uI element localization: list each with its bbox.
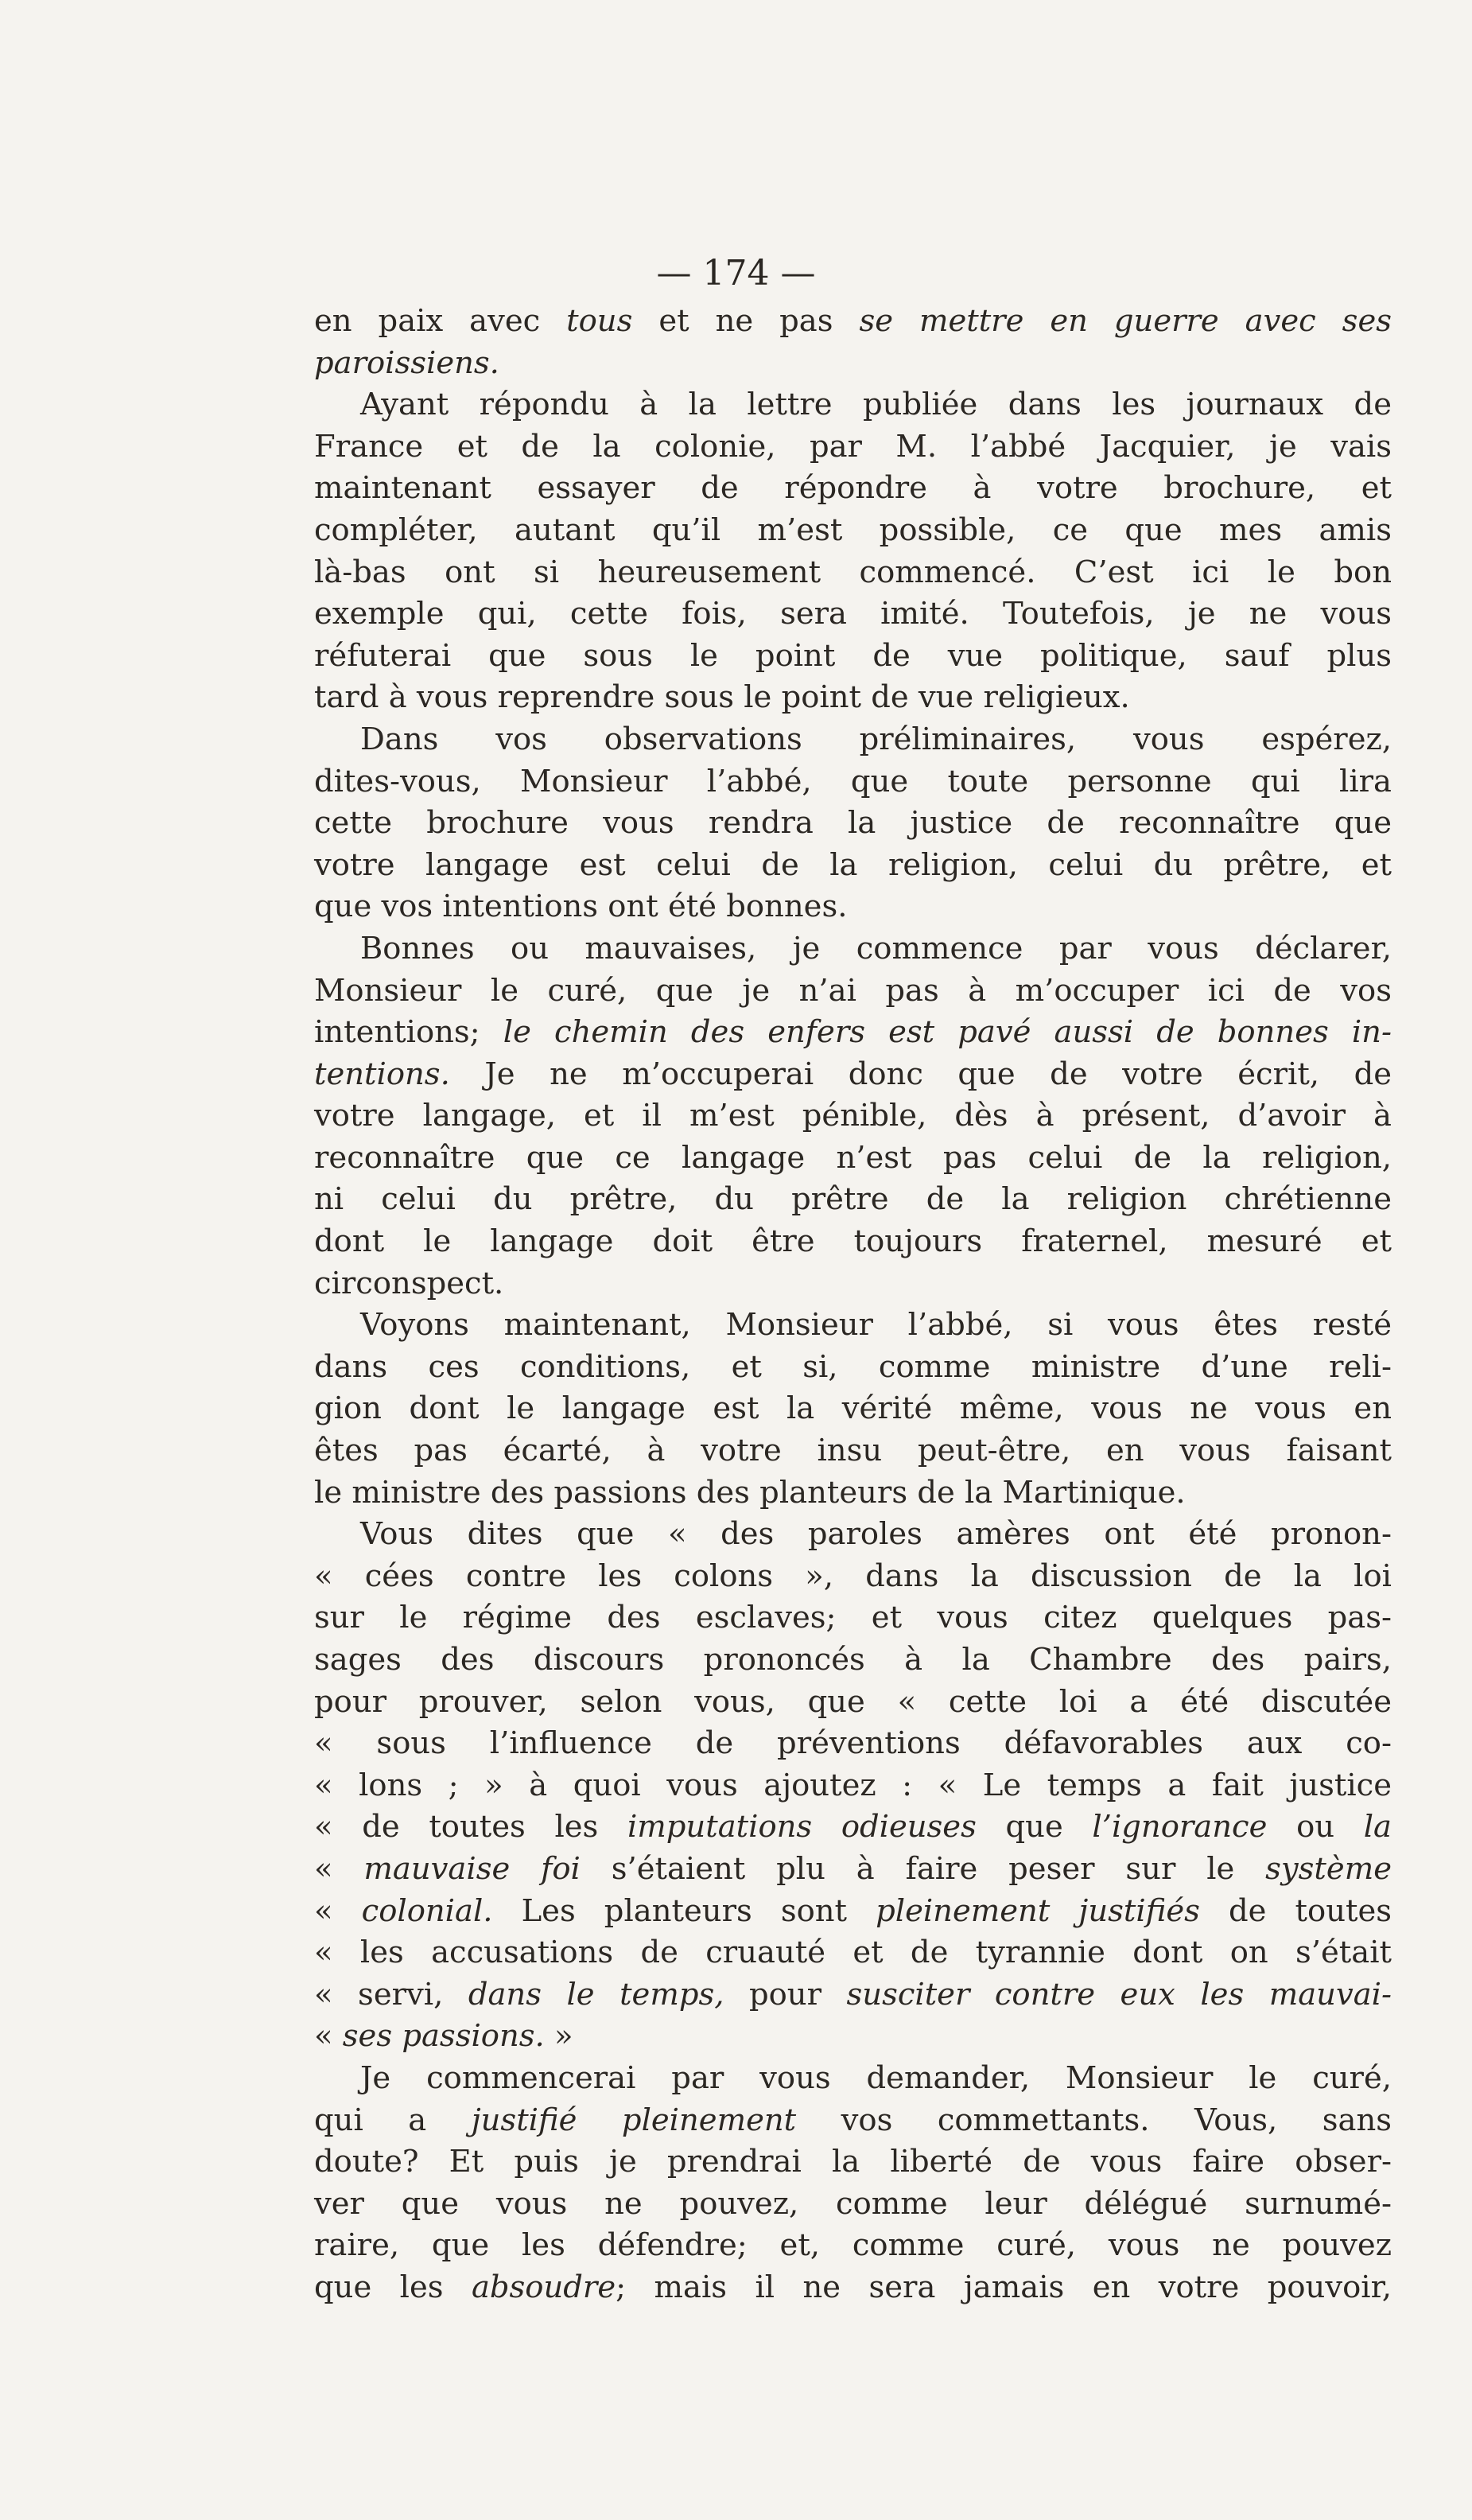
text-line xyxy=(314,2058,1392,2100)
text-line xyxy=(314,384,1392,426)
text-line xyxy=(314,343,1392,385)
text-run: Voyons maintenant, Monsieur l’abbé, si vous êtes resté xyxy=(360,1307,1392,1344)
italic-text: dans le temps, xyxy=(468,1976,724,2012)
text-run: Les planteurs sont xyxy=(492,1892,876,1929)
text-line xyxy=(314,886,1392,928)
text-line xyxy=(314,1682,1392,1724)
text-run: doute? Et puis je prendrai la liberté de vous faire obser- xyxy=(314,2144,1392,2180)
text-line xyxy=(314,1012,1392,1054)
text-line xyxy=(314,426,1392,469)
text-run: Je ne m’occuperai donc que de votre écrit, de xyxy=(449,1056,1392,1092)
text-run: votre langage, et il m’est pénible, dès à présent, d’avoir à xyxy=(314,1098,1392,1134)
text-run: « xyxy=(314,2018,343,2055)
text-line xyxy=(314,2016,1392,2058)
text-line xyxy=(314,1221,1392,1263)
text-line xyxy=(314,552,1392,594)
text-run: compléter, autant qu’il m’est possible, ce que mes amis xyxy=(314,511,1392,548)
text-line xyxy=(314,1472,1392,1515)
text-run: reconnaître que ce langage n’est pas celui de la religion, xyxy=(314,1139,1392,1176)
text-run: réfuterai que sous le point de vue politique, sauf plus xyxy=(314,637,1392,674)
italic-text: le chemin des enfers est pavé aussi de bonnes in- xyxy=(503,1014,1392,1051)
text-run: « servi, xyxy=(314,1976,468,2012)
text-run: ni celui du prêtre, du prêtre de la religion chrétienne xyxy=(314,1181,1392,1218)
text-run: « xyxy=(314,1892,362,1929)
italic-text: susciter contre eux les mauvai- xyxy=(846,1976,1392,2012)
text-line xyxy=(314,2267,1392,2309)
text-run: « sous l’influence de préventions défavorables aux co- xyxy=(314,1725,1392,1762)
text-line xyxy=(314,1430,1392,1472)
italic-text: justifié pleinement xyxy=(471,2102,797,2138)
italic-text: tous xyxy=(566,303,633,339)
text-run: Je commencerai par vous demander, Monsieur le curé, xyxy=(360,2059,1392,2096)
text-line xyxy=(314,468,1392,510)
text-line xyxy=(314,1305,1392,1347)
italic-text: l’ignorance xyxy=(1092,1809,1268,1845)
text-run: France et de la colonie, par M. l’abbé Jacquier, je vais xyxy=(314,428,1392,465)
text-line xyxy=(314,2141,1392,2184)
text-line xyxy=(314,970,1392,1013)
text-run: sages des discours prononcés à la Chambre des pairs, xyxy=(314,1642,1392,1678)
text-line xyxy=(314,1974,1392,2016)
text-line xyxy=(314,1263,1392,1305)
text-run: et ne pas xyxy=(632,303,860,339)
text-run: raire, que les défendre; et, comme curé, vous ne pouvez xyxy=(314,2227,1392,2264)
text-run: qui a xyxy=(314,2102,472,2138)
text-line xyxy=(314,1639,1392,1682)
text-run: « xyxy=(314,1850,364,1887)
text-run: pour xyxy=(724,1976,847,2012)
text-run: Bonnes ou mauvaises, je commence par vous déclarer, xyxy=(360,930,1392,966)
italic-text: se mettre en guerre avec ses xyxy=(859,303,1392,339)
text-run: cette brochure vous rendra la justice de reconnaître que xyxy=(314,805,1392,842)
text-run: que les xyxy=(314,2269,472,2305)
text-line xyxy=(314,301,1392,343)
text-line xyxy=(314,1095,1392,1138)
text-line xyxy=(314,1556,1392,1598)
text-run: ver que vous ne pouvez, comme leur délégué surnumé- xyxy=(314,2185,1392,2222)
text-run: Vous dites que « des paroles amères ont été pronon- xyxy=(360,1516,1392,1553)
text-line xyxy=(314,1806,1392,1849)
text-line xyxy=(314,2225,1392,2267)
text-run: « lons ; » à quoi vous ajoutez : « Le temps a fait justice xyxy=(314,1767,1392,1803)
text-run: le ministre des passions des planteurs de la Martinique. xyxy=(314,1474,1186,1511)
text-run: Monsieur le curé, que je n’ai pas à m’occuper ici de vos xyxy=(314,972,1392,1009)
text-run: sur le régime des esclaves; et vous citez quelques pas- xyxy=(314,1600,1392,1636)
text-run: » xyxy=(544,2018,573,2055)
text-line xyxy=(314,1514,1392,1556)
italic-text: la xyxy=(1363,1809,1392,1845)
italic-text: ses passions. xyxy=(342,2018,545,2055)
text-line xyxy=(314,1597,1392,1639)
text-run: « de toutes les xyxy=(314,1809,627,1845)
italic-text: pleinement justifiés xyxy=(876,1892,1200,1929)
text-run: dans ces conditions, et si, comme ministre d’une reli- xyxy=(314,1348,1392,1385)
text-line xyxy=(314,1138,1392,1180)
text-run: Dans vos observations préliminaires, vous espérez, xyxy=(360,721,1392,757)
italic-text: paroissiens. xyxy=(314,344,499,381)
italic-text: tentions. xyxy=(314,1056,450,1092)
text-line xyxy=(314,719,1392,761)
text-line xyxy=(314,2100,1392,2142)
text-line xyxy=(314,2184,1392,2226)
page-number: — 174 — xyxy=(656,253,816,294)
text-run: maintenant essayer de répondre à votre brochure, et xyxy=(314,470,1392,507)
text-line xyxy=(314,928,1392,970)
text-line xyxy=(314,1849,1392,1891)
text-line xyxy=(314,1179,1392,1221)
text-run: que xyxy=(976,1809,1093,1845)
text-line xyxy=(314,1891,1392,1933)
text-line xyxy=(314,1347,1392,1389)
text-run: Ayant répondu à la lettre publiée dans les journaux de xyxy=(360,387,1392,423)
text-line xyxy=(314,1932,1392,1974)
italic-text: colonial. xyxy=(361,1892,493,1929)
text-run: là-bas ont si heureusement commencé. C’est ici le bon xyxy=(314,554,1392,590)
text-run: vos commettants. Vous, sans xyxy=(796,2102,1392,2138)
text-line xyxy=(314,677,1392,719)
text-line xyxy=(314,803,1392,845)
text-run: pour prouver, selon vous, que « cette loi a été discutée xyxy=(314,1683,1392,1720)
text-run: de toutes xyxy=(1199,1892,1392,1929)
text-run: êtes pas écarté, à votre insu peut-être, en vous faisant xyxy=(314,1433,1392,1469)
text-line xyxy=(314,593,1392,636)
italic-text: absoudre xyxy=(471,2269,616,2305)
text-run: dont le langage doit être toujours fraternel, mesuré et xyxy=(314,1223,1392,1260)
text-run: gion dont le langage est la vérité même, vous ne vous en xyxy=(314,1390,1392,1427)
text-run: circonspect. xyxy=(314,1265,504,1301)
text-run: « les accusations de cruauté et de tyrannie dont on s’était xyxy=(314,1935,1392,1971)
text-run: votre langage est celui de la religion, celui du prêtre, et xyxy=(314,846,1392,883)
text-run: ou xyxy=(1267,1809,1364,1845)
text-line xyxy=(314,510,1392,552)
text-line xyxy=(314,845,1392,887)
text-run: ; mais il ne sera jamais en votre pouvoir, xyxy=(616,2269,1392,2305)
text-line xyxy=(314,1388,1392,1430)
italic-text: mauvaise foi xyxy=(363,1850,581,1887)
text-line xyxy=(314,1765,1392,1807)
text-run: s’étaient plu à faire peser sur le xyxy=(580,1850,1266,1887)
italic-text: imputations odieuses xyxy=(627,1809,977,1845)
body-text xyxy=(314,301,1392,2309)
text-run: tard à vous reprendre sous le point de vue religieux. xyxy=(314,679,1130,716)
text-line xyxy=(314,1054,1392,1096)
text-line xyxy=(314,636,1392,678)
italic-text: système xyxy=(1265,1850,1392,1887)
text-line xyxy=(314,1723,1392,1765)
text-run: en paix avec xyxy=(314,303,567,339)
text-run: dites-vous, Monsieur l’abbé, que toute personne qui lira xyxy=(314,763,1392,799)
text-run: « cées contre les colons », dans la discussion de la loi xyxy=(314,1558,1392,1594)
text-run: exemple qui, cette fois, sera imité. Toutefois, je ne vous xyxy=(314,596,1392,632)
text-run: intentions; xyxy=(314,1014,503,1051)
text-line xyxy=(314,761,1392,803)
text-run: que vos intentions ont été bonnes. xyxy=(314,889,848,925)
